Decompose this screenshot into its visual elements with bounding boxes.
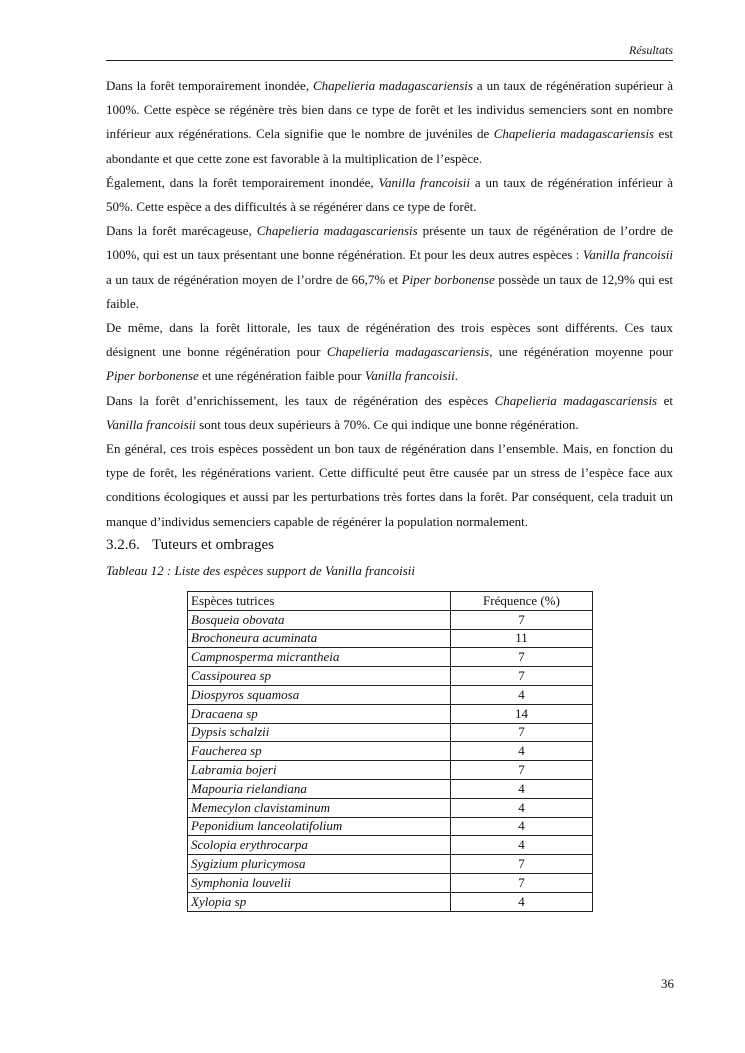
paragraph	[106, 316, 673, 389]
species-cell: Scolopia erythrocarpa	[188, 836, 451, 855]
species-name: Chapelieria madagascariensis	[256, 223, 418, 239]
text-segment: De même, dans la forêt littorale, les taux de régénération des trois espèces sont différents. Ces taux désignent une bonne régénération pour	[106, 320, 673, 360]
table-row	[188, 704, 593, 723]
table-header-row	[188, 592, 593, 611]
text-segment: présente un taux de régénération de l’ordre de 100%, qui est un taux présentant une bonne régénération. Et pour les deux autres espèces :	[106, 223, 673, 263]
frequency-cell: 11	[451, 629, 593, 648]
table-row	[188, 873, 593, 892]
species-cell: Memecylon clavistaminum	[188, 798, 451, 817]
text-segment: a un taux de régénération inférieur à 50%. Cette espèce a des difficultés à se régénérer dans ce type de forêt.	[106, 174, 673, 215]
paragraph	[106, 389, 673, 437]
frequency-cell: 4	[451, 779, 593, 798]
text-segment: Dans la forêt marécageuse,	[106, 223, 257, 239]
species-name: Chapelieria madagascariensis	[313, 78, 473, 93]
frequency-cell: 4	[451, 892, 593, 911]
frequency-cell: 4	[451, 798, 593, 817]
text-segment: .	[454, 368, 459, 384]
text-segment: Dans la forêt d’enrichissement, les taux de régénération des espèces	[106, 392, 495, 408]
frequency-cell: 7	[451, 855, 593, 874]
frequency-cell: 4	[451, 742, 593, 761]
table-row	[188, 610, 593, 629]
species-cell: Symphonia louvelii	[188, 873, 451, 892]
frequency-cell: 7	[451, 873, 593, 892]
species-cell: Mapouria rielandiana	[188, 779, 451, 798]
table-caption: Tableau 12 : Liste des espèces support de Vanilla francoisii	[106, 563, 415, 578]
table-row	[188, 742, 593, 761]
text-segment: Dans la forêt temporairement inondée,	[106, 78, 314, 93]
text-segment: sont tous deux supérieurs à 70%. Ce qui indique une bonne régénération.	[195, 416, 579, 432]
frequency-cell: 7	[451, 667, 593, 686]
species-name: Vanilla francoisii	[378, 174, 471, 190]
frequency-cell: 4	[451, 836, 593, 855]
table-row	[188, 892, 593, 911]
frequency-cell: 14	[451, 704, 593, 723]
table-row	[188, 629, 593, 648]
table-body	[188, 610, 593, 911]
table-row	[188, 723, 593, 742]
column-header-frequency: Fréquence (%)	[451, 592, 593, 611]
species-cell: Dracaena sp	[188, 704, 451, 723]
species-name: Vanilla francoisii	[582, 247, 673, 263]
frequency-cell: 4	[451, 817, 593, 836]
species-cell: Faucherea sp	[188, 742, 451, 761]
species-name: Chapelieria madagascariensis	[493, 126, 655, 142]
text-segment: et	[657, 392, 673, 408]
frequency-cell: 7	[451, 723, 593, 742]
species-cell: Campnosperma micrantheia	[188, 648, 451, 667]
text-segment: possède un taux de 12,9% qui est faible.	[106, 271, 673, 311]
species-cell: Xylopia sp	[188, 892, 451, 911]
text-segment: , une régénération moyenne pour	[489, 344, 674, 360]
table-row	[188, 667, 593, 686]
section-heading	[106, 537, 274, 554]
species-cell: Bosqueia obovata	[188, 610, 451, 629]
table-row	[188, 855, 593, 874]
frequency-cell: 7	[451, 761, 593, 780]
species-name: Vanilla francoisii	[106, 416, 196, 432]
paragraph	[106, 74, 673, 171]
species-cell: Sygizium pluricymosa	[188, 855, 451, 874]
species-cell: Brochoneura acuminata	[188, 629, 451, 648]
table-row	[188, 685, 593, 704]
paragraph	[106, 219, 673, 316]
species-name: Chapelieria madagascariensis	[326, 344, 490, 360]
column-header-species: Espèces tutrices	[188, 592, 451, 611]
table-row	[188, 761, 593, 780]
paragraph	[106, 171, 673, 219]
body-text	[106, 74, 673, 534]
header-title: Résultats	[629, 43, 673, 57]
species-cell: Dypsis schalzii	[188, 723, 451, 742]
text-segment: a un taux de régénération moyen de l’ordre de 66,7% et	[106, 271, 402, 287]
species-cell: Peponidium lanceolatifolium	[188, 817, 451, 836]
frequency-cell: 7	[451, 610, 593, 629]
species-cell: Diospyros squamosa	[188, 685, 451, 704]
species-name: Piper borbonense	[401, 271, 495, 287]
species-cell: Cassipourea sp	[188, 667, 451, 686]
table-row	[188, 648, 593, 667]
page-header	[106, 42, 673, 61]
text-segment: En général, ces trois espèces possèdent un bon taux de régénération dans l’ensemble. Mais, en fonction du type de forêt, les régénérations varient. Cette difficulté peut être causée par un stress de l’espèce face aux conditions écologiques et aussi par les perturbations très fortes dans la forêt. Par conséquent, cela traduit un manque d’individus semenciers capable de régénérer la population normalement.	[106, 441, 673, 529]
species-name: Piper borbonense	[106, 368, 199, 384]
frequency-cell: 4	[451, 685, 593, 704]
section-title: Tuteurs et ombrages	[152, 537, 274, 553]
table-row	[188, 798, 593, 817]
frequency-cell: 7	[451, 648, 593, 667]
text-segment: est abondante et que cette zone est favorable à la multiplication de l’espèce.	[106, 126, 673, 166]
table-row	[188, 817, 593, 836]
text-segment: a un taux de régénération supérieur à 100%. Cette espèce se régénère très bien dans ce type de forêt et les individus semenciers sont en nombre inférieur aux régénérations. Cela signifie que le nombre de juvéniles de	[106, 78, 674, 142]
paragraph	[106, 437, 673, 534]
text-segment: Également, dans la forêt temporairement inondée,	[106, 174, 379, 190]
table-row	[188, 779, 593, 798]
page-number: 36	[661, 976, 674, 991]
species-name: Chapelieria madagascariensis	[494, 392, 658, 408]
section-number: 3.2.6.	[106, 537, 140, 553]
species-table	[187, 591, 593, 912]
species-name: Vanilla francoisii	[364, 368, 455, 384]
text-segment: et une régénération faible pour	[198, 368, 365, 384]
table-row	[188, 836, 593, 855]
species-cell: Labramia bojeri	[188, 761, 451, 780]
